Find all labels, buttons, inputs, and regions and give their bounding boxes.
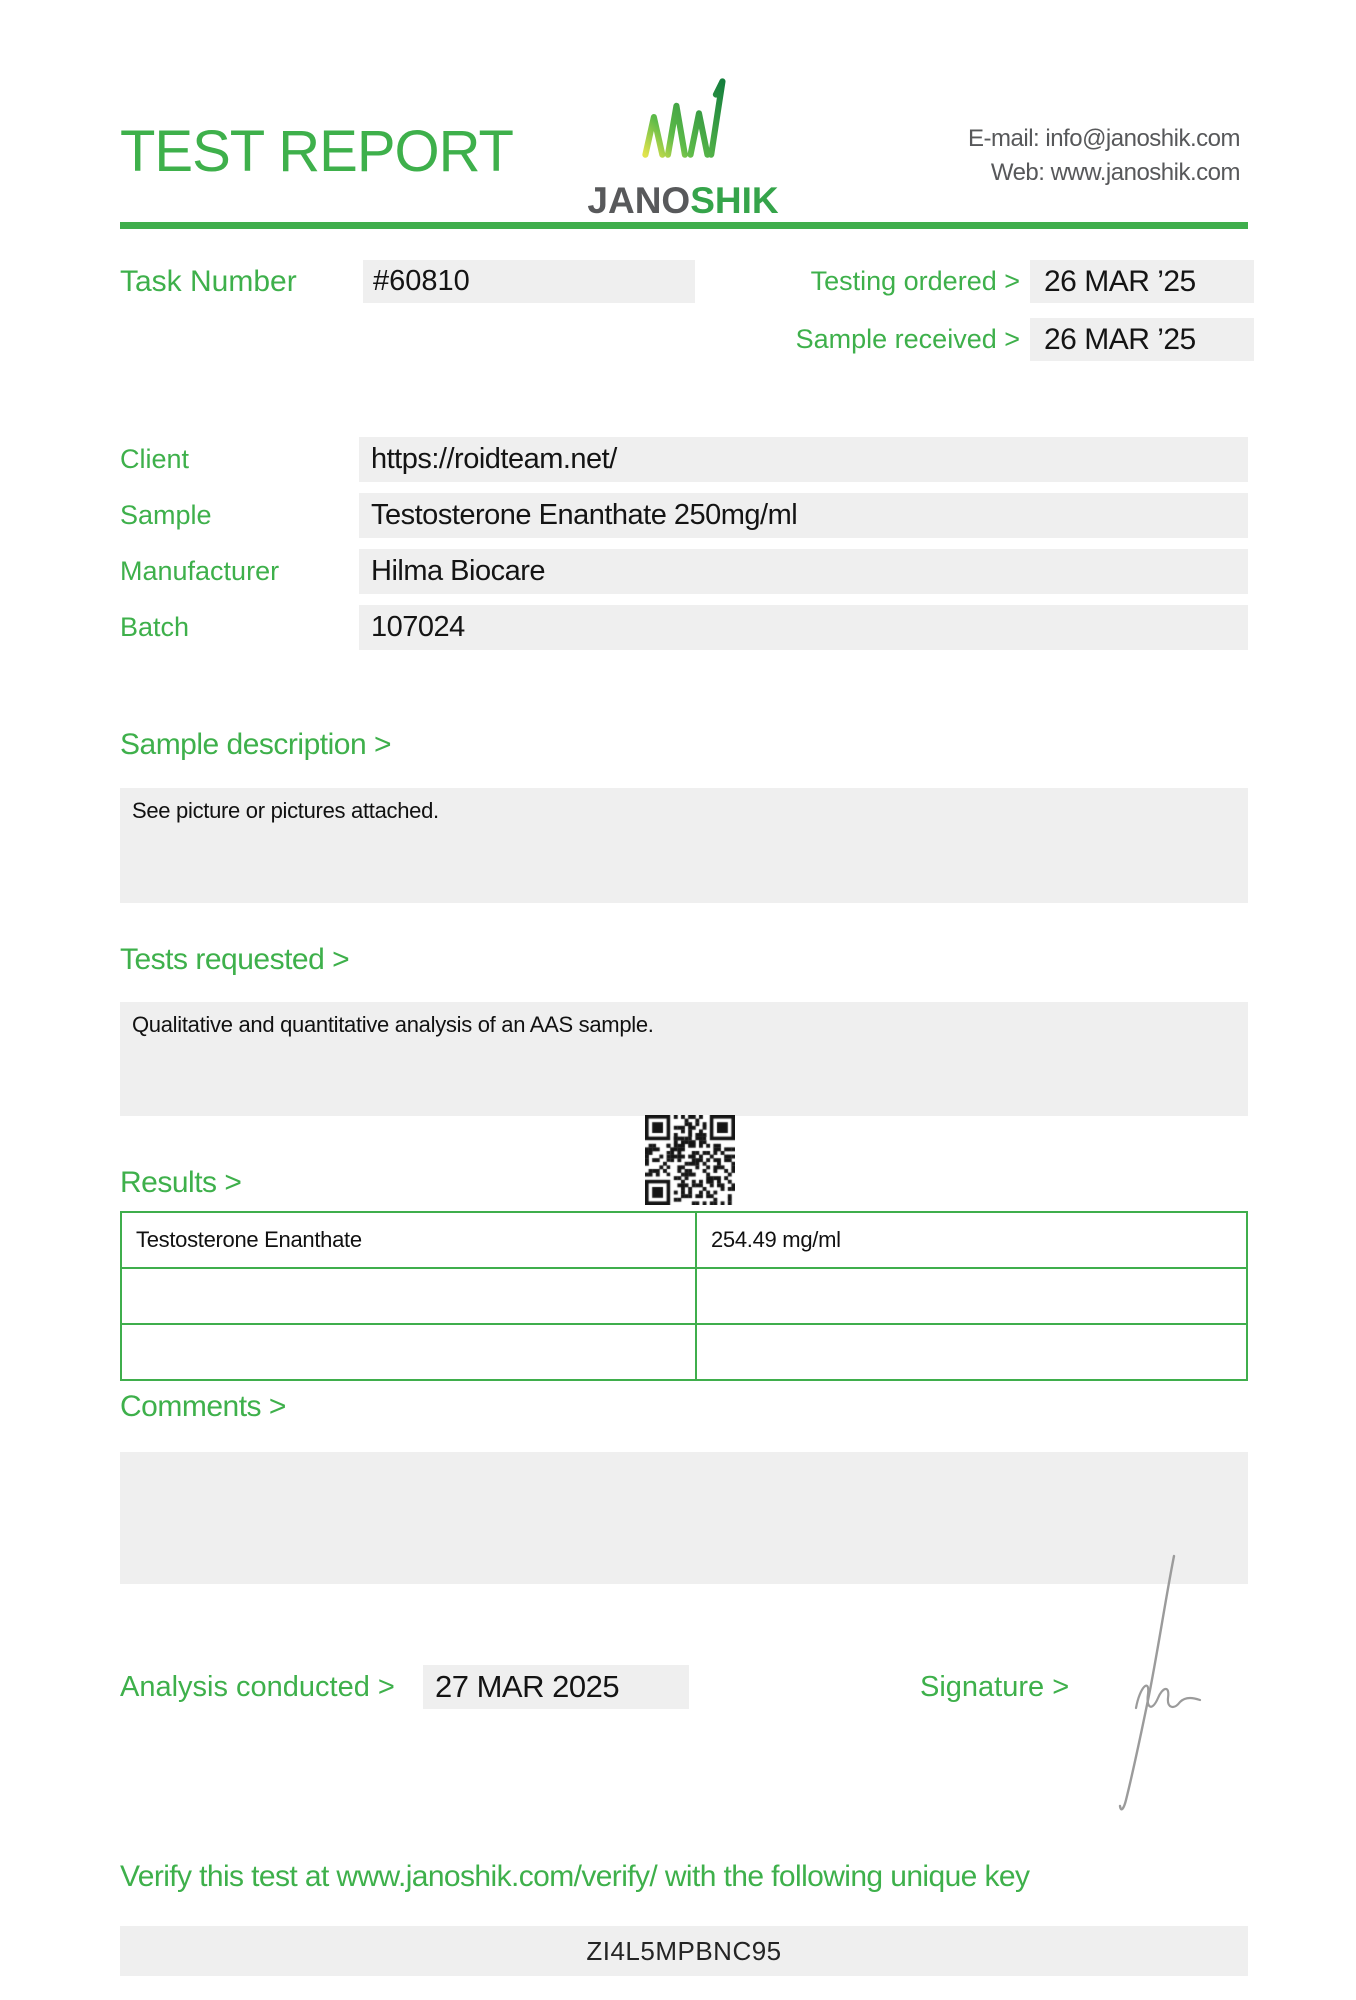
results-row: [121, 1212, 1247, 1268]
task-number-value: #60810: [363, 260, 695, 303]
tests-requested-box: [120, 1002, 1248, 1116]
contact-web: Web: www.janoshik.com: [990, 159, 1240, 186]
client-label: Client: [120, 444, 190, 474]
comments-box: [120, 1452, 1248, 1584]
page-title: TEST REPORT: [120, 119, 513, 184]
manufacturer-value: Hilma Biocare: [359, 549, 1248, 594]
result-analyte: [121, 1268, 696, 1324]
testing-ordered-value: 26 MAR ’25: [1030, 260, 1254, 303]
tests-requested-text: Qualitative and quantitative analysis of an AAS sample.: [132, 1012, 654, 1037]
results-heading: Results >: [120, 1166, 242, 1199]
sample-description-text: See picture or pictures attached.: [132, 798, 439, 823]
results-row: [121, 1268, 1247, 1324]
janoshik-wordmark: [560, 180, 806, 222]
verify-instruction: Verify this test at www.janoshik.com/verify/ with the following unique key: [120, 1860, 1030, 1893]
janoshik-chart-logo-icon: [636, 72, 730, 171]
contact-block: [840, 122, 1240, 190]
header-divider: [120, 222, 1248, 229]
sample-received-label: Sample received >: [795, 324, 1020, 354]
analysis-conducted-value: 27 MAR 2025: [423, 1665, 689, 1709]
qr-code: [645, 1115, 735, 1205]
result-analyte: Testosterone Enanthate: [121, 1212, 696, 1268]
sample-received-value: 26 MAR ’25: [1030, 318, 1254, 361]
result-analyte: [121, 1324, 696, 1380]
manufacturer-label: Manufacturer: [120, 556, 280, 586]
client-value: https://roidteam.net/: [359, 437, 1248, 482]
batch-label: Batch: [120, 612, 190, 642]
analysis-conducted-label: Analysis conducted >: [120, 1671, 395, 1703]
sample-description-heading: Sample description >: [120, 728, 391, 761]
result-value: [696, 1324, 1247, 1380]
sample-description-box: [120, 788, 1248, 903]
sample-label: Sample: [120, 500, 212, 530]
result-value: 254.49 mg/ml: [696, 1212, 1247, 1268]
batch-value: 107024: [359, 605, 1248, 650]
verify-key: ZI4L5MPBNC95: [120, 1926, 1248, 1976]
testing-ordered-label: Testing ordered >: [810, 266, 1020, 296]
results-table: [120, 1211, 1248, 1381]
results-row: [121, 1324, 1247, 1380]
wordmark-jano: JANO: [587, 180, 691, 221]
result-value: [696, 1268, 1247, 1324]
signature-label: Signature >: [920, 1671, 1070, 1703]
task-number-label: Task Number: [120, 265, 297, 298]
wordmark-shik: SHIK: [690, 180, 779, 221]
comments-heading: Comments >: [120, 1390, 286, 1423]
signature-scribble: [1090, 1550, 1208, 1823]
contact-email: E-mail: info@janoshik.com: [968, 125, 1240, 152]
tests-requested-heading: Tests requested >: [120, 943, 350, 976]
sample-value: Testosterone Enanthate 250mg/ml: [359, 493, 1248, 538]
